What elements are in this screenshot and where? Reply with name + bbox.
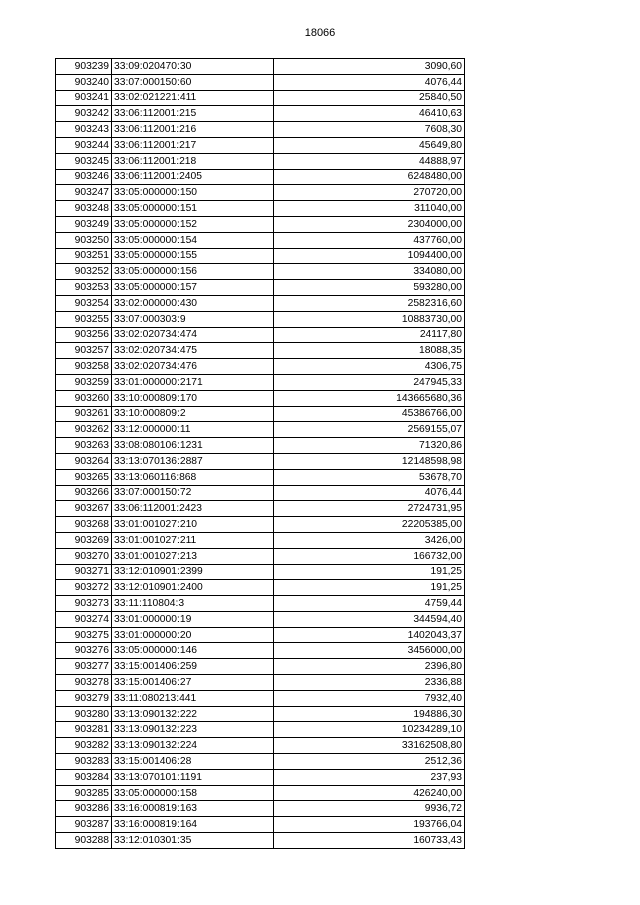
- table-row: [56, 659, 465, 675]
- row-id-cell: 903243: [56, 122, 112, 138]
- cadastral-number-cell: 33:09:020470:30: [112, 59, 274, 75]
- value-cell: 44888,97: [274, 153, 465, 169]
- table-row: [56, 754, 465, 770]
- cadastral-number-cell: 33:15:001406:259: [112, 659, 274, 675]
- row-id-cell: 903284: [56, 769, 112, 785]
- value-cell: 2582316,60: [274, 295, 465, 311]
- value-cell: 18088,35: [274, 343, 465, 359]
- value-cell: 3090,60: [274, 59, 465, 75]
- table-row: [56, 501, 465, 517]
- value-cell: 3456000,00: [274, 643, 465, 659]
- value-cell: 143665680,36: [274, 390, 465, 406]
- row-id-cell: 903248: [56, 201, 112, 217]
- cadastral-number-cell: 33:01:000000:20: [112, 627, 274, 643]
- value-cell: 12148598,98: [274, 453, 465, 469]
- row-id-cell: 903258: [56, 359, 112, 375]
- value-cell: 4076,44: [274, 74, 465, 90]
- cadastral-number-cell: 33:01:000000:2171: [112, 374, 274, 390]
- row-id-cell: 903253: [56, 280, 112, 296]
- table-row: [56, 343, 465, 359]
- table-row: [56, 627, 465, 643]
- value-cell: 237,93: [274, 769, 465, 785]
- row-id-cell: 903263: [56, 438, 112, 454]
- value-cell: 194886,30: [274, 706, 465, 722]
- value-cell: 270720,00: [274, 185, 465, 201]
- cadastral-number-cell: 33:13:090132:224: [112, 738, 274, 754]
- value-cell: 437760,00: [274, 232, 465, 248]
- cadastral-number-cell: 33:02:020734:474: [112, 327, 274, 343]
- row-id-cell: 903264: [56, 453, 112, 469]
- cadastral-number-cell: 33:05:000000:154: [112, 232, 274, 248]
- row-id-cell: 903265: [56, 469, 112, 485]
- value-cell: 247945,33: [274, 374, 465, 390]
- value-cell: 166732,00: [274, 548, 465, 564]
- row-id-cell: 903275: [56, 627, 112, 643]
- cadastral-number-cell: 33:10:000809:170: [112, 390, 274, 406]
- row-id-cell: 903240: [56, 74, 112, 90]
- value-cell: 10234289,10: [274, 722, 465, 738]
- table-row: [56, 122, 465, 138]
- cadastral-number-cell: 33:07:000150:60: [112, 74, 274, 90]
- cadastral-number-cell: 33:11:080213:441: [112, 690, 274, 706]
- row-id-cell: 903257: [56, 343, 112, 359]
- cadastral-number-cell: 33:01:001027:210: [112, 517, 274, 533]
- cadastral-number-cell: 33:06:112001:215: [112, 106, 274, 122]
- value-cell: 46410,63: [274, 106, 465, 122]
- cadastral-number-cell: 33:13:060116:868: [112, 469, 274, 485]
- row-id-cell: 903262: [56, 422, 112, 438]
- table-row: [56, 422, 465, 438]
- table-row: [56, 643, 465, 659]
- table-row: [56, 185, 465, 201]
- row-id-cell: 903266: [56, 485, 112, 501]
- cadastral-number-cell: 33:08:080106:1231: [112, 438, 274, 454]
- table-row: [56, 153, 465, 169]
- value-cell: 2512,36: [274, 754, 465, 770]
- table-row: [56, 611, 465, 627]
- table-row: [56, 90, 465, 106]
- value-cell: 193766,04: [274, 817, 465, 833]
- table-row: [56, 469, 465, 485]
- row-id-cell: 903282: [56, 738, 112, 754]
- row-id-cell: 903256: [56, 327, 112, 343]
- cadastral-number-cell: 33:05:000000:146: [112, 643, 274, 659]
- row-id-cell: 903273: [56, 596, 112, 612]
- value-cell: 2396,80: [274, 659, 465, 675]
- value-cell: 9936,72: [274, 801, 465, 817]
- cadastral-number-cell: 33:13:090132:223: [112, 722, 274, 738]
- table-row: [56, 580, 465, 596]
- cadastral-number-cell: 33:06:112001:2423: [112, 501, 274, 517]
- value-cell: 4076,44: [274, 485, 465, 501]
- table-row: [56, 59, 465, 75]
- table-row: [56, 74, 465, 90]
- table-row: [56, 564, 465, 580]
- row-id-cell: 903255: [56, 311, 112, 327]
- table-row: [56, 137, 465, 153]
- cadastral-number-cell: 33:05:000000:150: [112, 185, 274, 201]
- table-row: [56, 675, 465, 691]
- table-row: [56, 169, 465, 185]
- cadastral-number-cell: 33:06:112001:217: [112, 137, 274, 153]
- row-id-cell: 903278: [56, 675, 112, 691]
- value-cell: 24117,80: [274, 327, 465, 343]
- value-cell: 45649,80: [274, 137, 465, 153]
- value-cell: 2304000,00: [274, 216, 465, 232]
- table-row: [56, 517, 465, 533]
- table-row: [56, 801, 465, 817]
- row-id-cell: 903239: [56, 59, 112, 75]
- cadastral-number-cell: 33:16:000819:163: [112, 801, 274, 817]
- cadastral-number-cell: 33:10:000809:2: [112, 406, 274, 422]
- cadastral-number-cell: 33:12:010301:35: [112, 833, 274, 849]
- value-cell: 344594,40: [274, 611, 465, 627]
- value-cell: 334080,00: [274, 264, 465, 280]
- value-cell: 426240,00: [274, 785, 465, 801]
- table-row: [56, 264, 465, 280]
- table-row: [56, 833, 465, 849]
- row-id-cell: 903247: [56, 185, 112, 201]
- cadastral-value-table: [55, 58, 465, 849]
- table-body: [56, 59, 465, 849]
- table-row: [56, 722, 465, 738]
- table-row: [56, 706, 465, 722]
- cadastral-number-cell: 33:05:000000:151: [112, 201, 274, 217]
- table-row: [56, 390, 465, 406]
- table-row: [56, 232, 465, 248]
- table-row: [56, 548, 465, 564]
- value-cell: 22205385,00: [274, 517, 465, 533]
- table-row: [56, 359, 465, 375]
- row-id-cell: 903269: [56, 532, 112, 548]
- row-id-cell: 903288: [56, 833, 112, 849]
- cadastral-number-cell: 33:13:070136:2887: [112, 453, 274, 469]
- row-id-cell: 903246: [56, 169, 112, 185]
- value-cell: 6248480,00: [274, 169, 465, 185]
- value-cell: 45386766,00: [274, 406, 465, 422]
- cadastral-number-cell: 33:01:000000:19: [112, 611, 274, 627]
- table-row: [56, 201, 465, 217]
- row-id-cell: 903287: [56, 817, 112, 833]
- table-row: [56, 374, 465, 390]
- row-id-cell: 903241: [56, 90, 112, 106]
- value-cell: 191,25: [274, 580, 465, 596]
- table-row: [56, 485, 465, 501]
- row-id-cell: 903250: [56, 232, 112, 248]
- cadastral-number-cell: 33:12:000000:11: [112, 422, 274, 438]
- cadastral-number-cell: 33:02:000000:430: [112, 295, 274, 311]
- cadastral-number-cell: 33:05:000000:156: [112, 264, 274, 280]
- cadastral-number-cell: 33:15:001406:28: [112, 754, 274, 770]
- cadastral-number-cell: 33:06:112001:2405: [112, 169, 274, 185]
- table-row: [56, 106, 465, 122]
- row-id-cell: 903242: [56, 106, 112, 122]
- row-id-cell: 903279: [56, 690, 112, 706]
- cadastral-number-cell: 33:01:001027:211: [112, 532, 274, 548]
- table-row: [56, 295, 465, 311]
- table-row: [56, 311, 465, 327]
- value-cell: 311040,00: [274, 201, 465, 217]
- value-cell: 1094400,00: [274, 248, 465, 264]
- value-cell: 7608,30: [274, 122, 465, 138]
- row-id-cell: 903244: [56, 137, 112, 153]
- row-id-cell: 903249: [56, 216, 112, 232]
- cadastral-number-cell: 33:02:020734:475: [112, 343, 274, 359]
- cadastral-number-cell: 33:07:000150:72: [112, 485, 274, 501]
- table-row: [56, 248, 465, 264]
- cadastral-number-cell: 33:12:010901:2399: [112, 564, 274, 580]
- row-id-cell: 903252: [56, 264, 112, 280]
- row-id-cell: 903260: [56, 390, 112, 406]
- row-id-cell: 903276: [56, 643, 112, 659]
- row-id-cell: 903281: [56, 722, 112, 738]
- table-row: [56, 216, 465, 232]
- cadastral-number-cell: 33:05:000000:158: [112, 785, 274, 801]
- value-cell: 71320,86: [274, 438, 465, 454]
- row-id-cell: 903286: [56, 801, 112, 817]
- table-row: [56, 406, 465, 422]
- row-id-cell: 903271: [56, 564, 112, 580]
- value-cell: 2336,88: [274, 675, 465, 691]
- cadastral-number-cell: 33:16:000819:164: [112, 817, 274, 833]
- table-row: [56, 596, 465, 612]
- table-row: [56, 280, 465, 296]
- cadastral-number-cell: 33:02:020734:476: [112, 359, 274, 375]
- value-cell: 33162508,80: [274, 738, 465, 754]
- value-cell: 1402043,37: [274, 627, 465, 643]
- table-row: [56, 327, 465, 343]
- row-id-cell: 903254: [56, 295, 112, 311]
- row-id-cell: 903283: [56, 754, 112, 770]
- row-id-cell: 903274: [56, 611, 112, 627]
- cadastral-number-cell: 33:05:000000:152: [112, 216, 274, 232]
- row-id-cell: 903259: [56, 374, 112, 390]
- row-id-cell: 903245: [56, 153, 112, 169]
- cadastral-number-cell: 33:06:112001:216: [112, 122, 274, 138]
- row-id-cell: 903280: [56, 706, 112, 722]
- row-id-cell: 903267: [56, 501, 112, 517]
- value-cell: 2724731,95: [274, 501, 465, 517]
- row-id-cell: 903261: [56, 406, 112, 422]
- table-row: [56, 769, 465, 785]
- cadastral-number-cell: 33:13:090132:222: [112, 706, 274, 722]
- cadastral-number-cell: 33:11:110804:3: [112, 596, 274, 612]
- cadastral-number-cell: 33:06:112001:218: [112, 153, 274, 169]
- table-row: [56, 738, 465, 754]
- cadastral-number-cell: 33:13:070101:1191: [112, 769, 274, 785]
- table-row: [56, 453, 465, 469]
- cadastral-number-cell: 33:05:000000:157: [112, 280, 274, 296]
- table-row: [56, 817, 465, 833]
- value-cell: 4759,44: [274, 596, 465, 612]
- cadastral-number-cell: 33:15:001406:27: [112, 675, 274, 691]
- value-cell: 25840,50: [274, 90, 465, 106]
- table-row: [56, 532, 465, 548]
- value-cell: 53678,70: [274, 469, 465, 485]
- row-id-cell: 903270: [56, 548, 112, 564]
- row-id-cell: 903277: [56, 659, 112, 675]
- value-cell: 160733,43: [274, 833, 465, 849]
- value-cell: 3426,00: [274, 532, 465, 548]
- value-cell: 593280,00: [274, 280, 465, 296]
- row-id-cell: 903251: [56, 248, 112, 264]
- cadastral-number-cell: 33:05:000000:155: [112, 248, 274, 264]
- table-row: [56, 438, 465, 454]
- row-id-cell: 903272: [56, 580, 112, 596]
- cadastral-number-cell: 33:02:021221:411: [112, 90, 274, 106]
- value-cell: 10883730,00: [274, 311, 465, 327]
- page-number: 18066: [304, 27, 336, 39]
- cadastral-number-cell: 33:07:000303:9: [112, 311, 274, 327]
- cadastral-number-cell: 33:12:010901:2400: [112, 580, 274, 596]
- value-cell: 4306,75: [274, 359, 465, 375]
- table-row: [56, 690, 465, 706]
- value-cell: 2569155,07: [274, 422, 465, 438]
- value-cell: 191,25: [274, 564, 465, 580]
- cadastral-number-cell: 33:01:001027:213: [112, 548, 274, 564]
- row-id-cell: 903268: [56, 517, 112, 533]
- table-row: [56, 785, 465, 801]
- value-cell: 7932,40: [274, 690, 465, 706]
- row-id-cell: 903285: [56, 785, 112, 801]
